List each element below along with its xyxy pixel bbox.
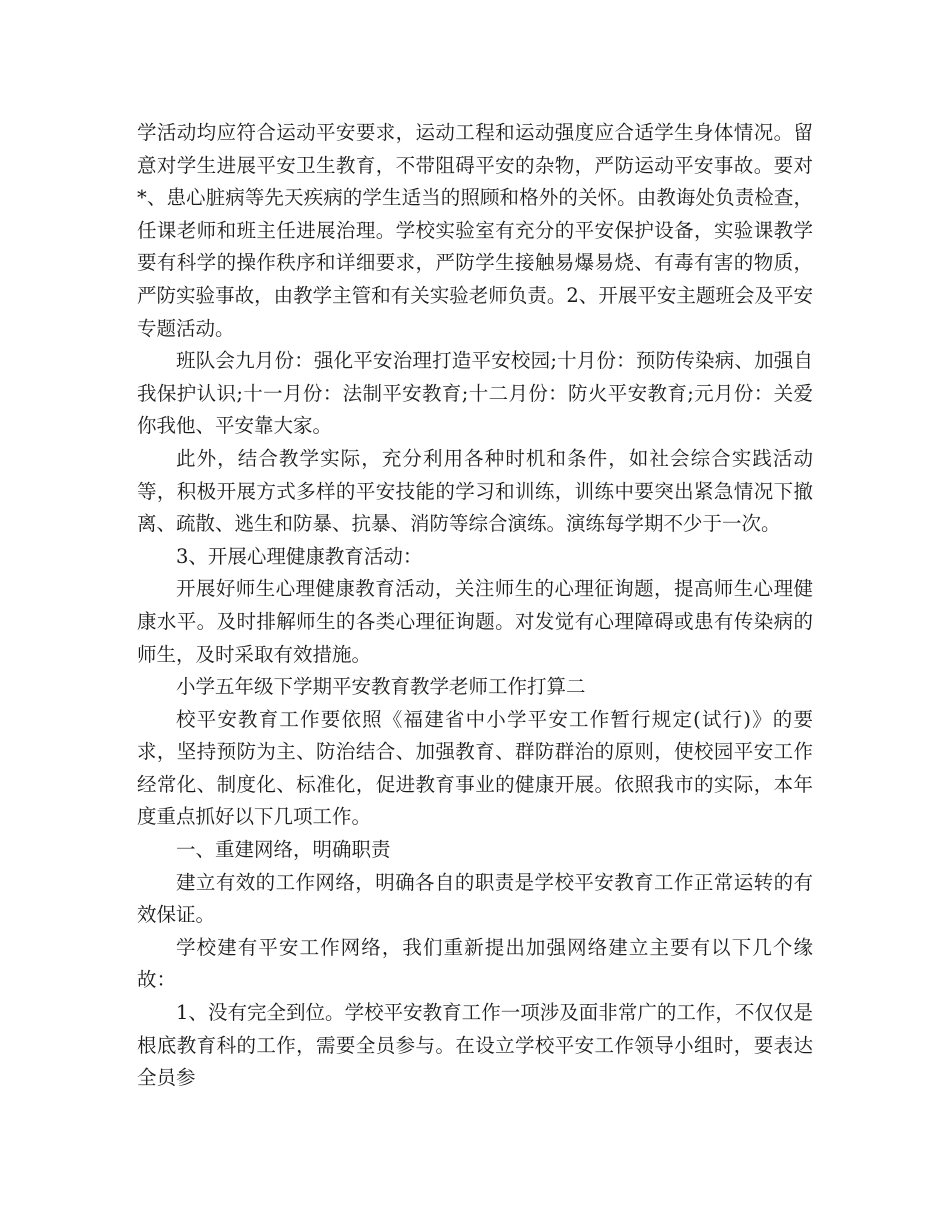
- paragraph-11: 1、没有完全到位。学校平安教育工作一项涉及面非常广的工作，不仅仅是根底教育科的工作，需要全员参与。在设立学校平安工作领导小组时，要表达全员参: [137, 1001, 813, 1090]
- paragraph-3: 此外，结合教学实际，充分利用各种时机和条件，如社会综合实践活动等，积极开展方式多样的平安技能的学习和训练，训练中要突出紧急情况下撤离、疏散、逃生和防暴、抗暴、消防等综合演练。演练每学期不少于一次。: [137, 446, 813, 536]
- paragraph-1: 学活动均应符合运动平安要求，运动工程和运动强度应合适学生身体情况。留意对学生进展平安卫生教育，不带阻碍平安的杂物，严防运动平安事故。要对*、患心脏病等先天疾病的学生适当的照顾和格外的关怀。由教诲处负责检查，任课老师和班主任进展治理。学校实验室有充分的平安保护设备，实验课教学要有科学的操作秩序和详细要求，严防学生接触易爆易烧、有毒有害的物质，严防实验事故，由教学主管和有关实验老师负责。2、开展平安主题班会及平安专题活动。: [137, 121, 813, 340]
- section-heading-plan-two: 小学五年级下学期平安教育教学老师工作打算二: [176, 675, 586, 699]
- paragraph-2: 班队会九月份：强化平安治理打造平安校园;十月份：预防传染病、加强自我保护认识;十一月份：法制平安教育;十二月份：防火平安教育;元月份：关爱你我他、平安靠大家。: [137, 349, 813, 438]
- paragraph-7: 校平安教育工作要依照《福建省中小学平安工作暂行规定(试行)》的要求，坚持预防为主、防治结合、加强教育、群防群治的原则，使校园平安工作经常化、制度化、标准化，促进教育事业的健康开展。依照我市的实际，本年度重点抓好以下几项工作。: [137, 707, 813, 829]
- paragraph-9: 建立有效的工作网络，明确各自的职责是学校平安教育工作正常运转的有效保证。: [137, 870, 813, 927]
- section-heading-network: 一、重建网络，明确职责: [176, 838, 391, 862]
- paragraph-4: 3、开展心理健康教育活动：: [176, 544, 423, 568]
- paragraph-10: 学校建有平安工作网络，我们重新提出加强网络建立主要有以下几个缘故：: [137, 935, 813, 992]
- paragraph-5: 开展好师生心理健康教育活动，关注师生的心理征询题，提高师生心理健康水平。及时排解师生的各类心理征询题。对发觉有心理障碍或患有传染病的师生，及时采取有效措施。: [137, 577, 813, 666]
- document-body: [137, 117, 813, 1095]
